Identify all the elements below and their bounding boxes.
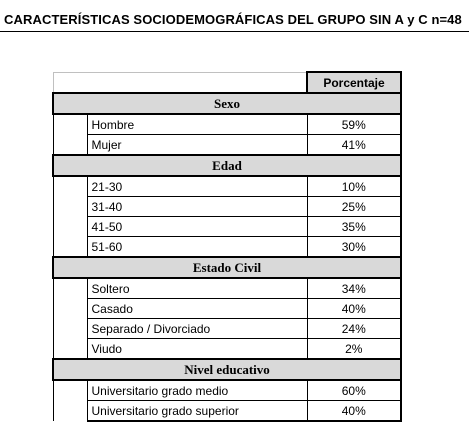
row-label: Mujer [87, 135, 307, 156]
row-value: 59% [307, 114, 401, 135]
row-value: 25% [307, 197, 401, 217]
row-label: 21-30 [87, 176, 307, 197]
row-value: 34% [307, 278, 401, 299]
row-value: 60% [307, 380, 401, 401]
section-header-row [53, 359, 401, 380]
table-row [53, 114, 401, 135]
section-header-row [53, 93, 401, 114]
header-blank-cell [53, 72, 307, 93]
table-header-row [53, 72, 401, 93]
row-indent-cell [53, 197, 87, 217]
row-value: 10% [307, 176, 401, 197]
row-label: Hombre [87, 114, 307, 135]
table-body [53, 72, 401, 421]
row-indent-cell [53, 401, 87, 422]
table-row [53, 237, 401, 258]
table-row [53, 197, 401, 217]
section-header: Estado Civil [53, 257, 401, 278]
row-indent-cell [53, 176, 87, 197]
table-row [53, 217, 401, 237]
row-indent-cell [53, 319, 87, 339]
row-indent-cell [53, 299, 87, 319]
sociodemographic-table [52, 71, 402, 422]
row-value: 2% [307, 339, 401, 360]
row-indent-cell [53, 380, 87, 401]
section-header-row [53, 155, 401, 176]
row-value: 40% [307, 401, 401, 422]
row-value: 41% [307, 135, 401, 156]
row-indent-cell [53, 278, 87, 299]
table-row [53, 278, 401, 299]
table-row [53, 401, 401, 422]
table-row [53, 176, 401, 197]
table-row [53, 319, 401, 339]
row-label: Separado / Divorciado [87, 319, 307, 339]
table-row [53, 135, 401, 156]
section-header: Nivel educativo [53, 359, 401, 380]
column-header-porcentaje: Porcentaje [307, 72, 401, 93]
section-header: Edad [53, 155, 401, 176]
title-underline [0, 31, 469, 32]
table-row [53, 380, 401, 401]
row-label: Universitario grado superior [87, 401, 307, 422]
row-indent-cell [53, 237, 87, 258]
row-indent-cell [53, 114, 87, 135]
section-header-row [53, 257, 401, 278]
row-value: 40% [307, 299, 401, 319]
row-label: Soltero [87, 278, 307, 299]
row-value: 35% [307, 217, 401, 237]
row-label: 41-50 [87, 217, 307, 237]
row-label: 31-40 [87, 197, 307, 217]
row-label: Viudo [87, 339, 307, 360]
row-label: Casado [87, 299, 307, 319]
row-indent-cell [53, 135, 87, 156]
table-row [53, 299, 401, 319]
row-value: 30% [307, 237, 401, 258]
row-indent-cell [53, 217, 87, 237]
row-label: 51-60 [87, 237, 307, 258]
row-value: 24% [307, 319, 401, 339]
section-header: Sexo [53, 93, 401, 114]
table-row [53, 339, 401, 360]
row-indent-cell [53, 339, 87, 360]
page-title: CARACTERÍSTICAS SOCIODEMOGRÁFICAS DEL GRUPO SIN A y C n=48 [4, 12, 462, 27]
row-label: Universitario grado medio [87, 380, 307, 401]
